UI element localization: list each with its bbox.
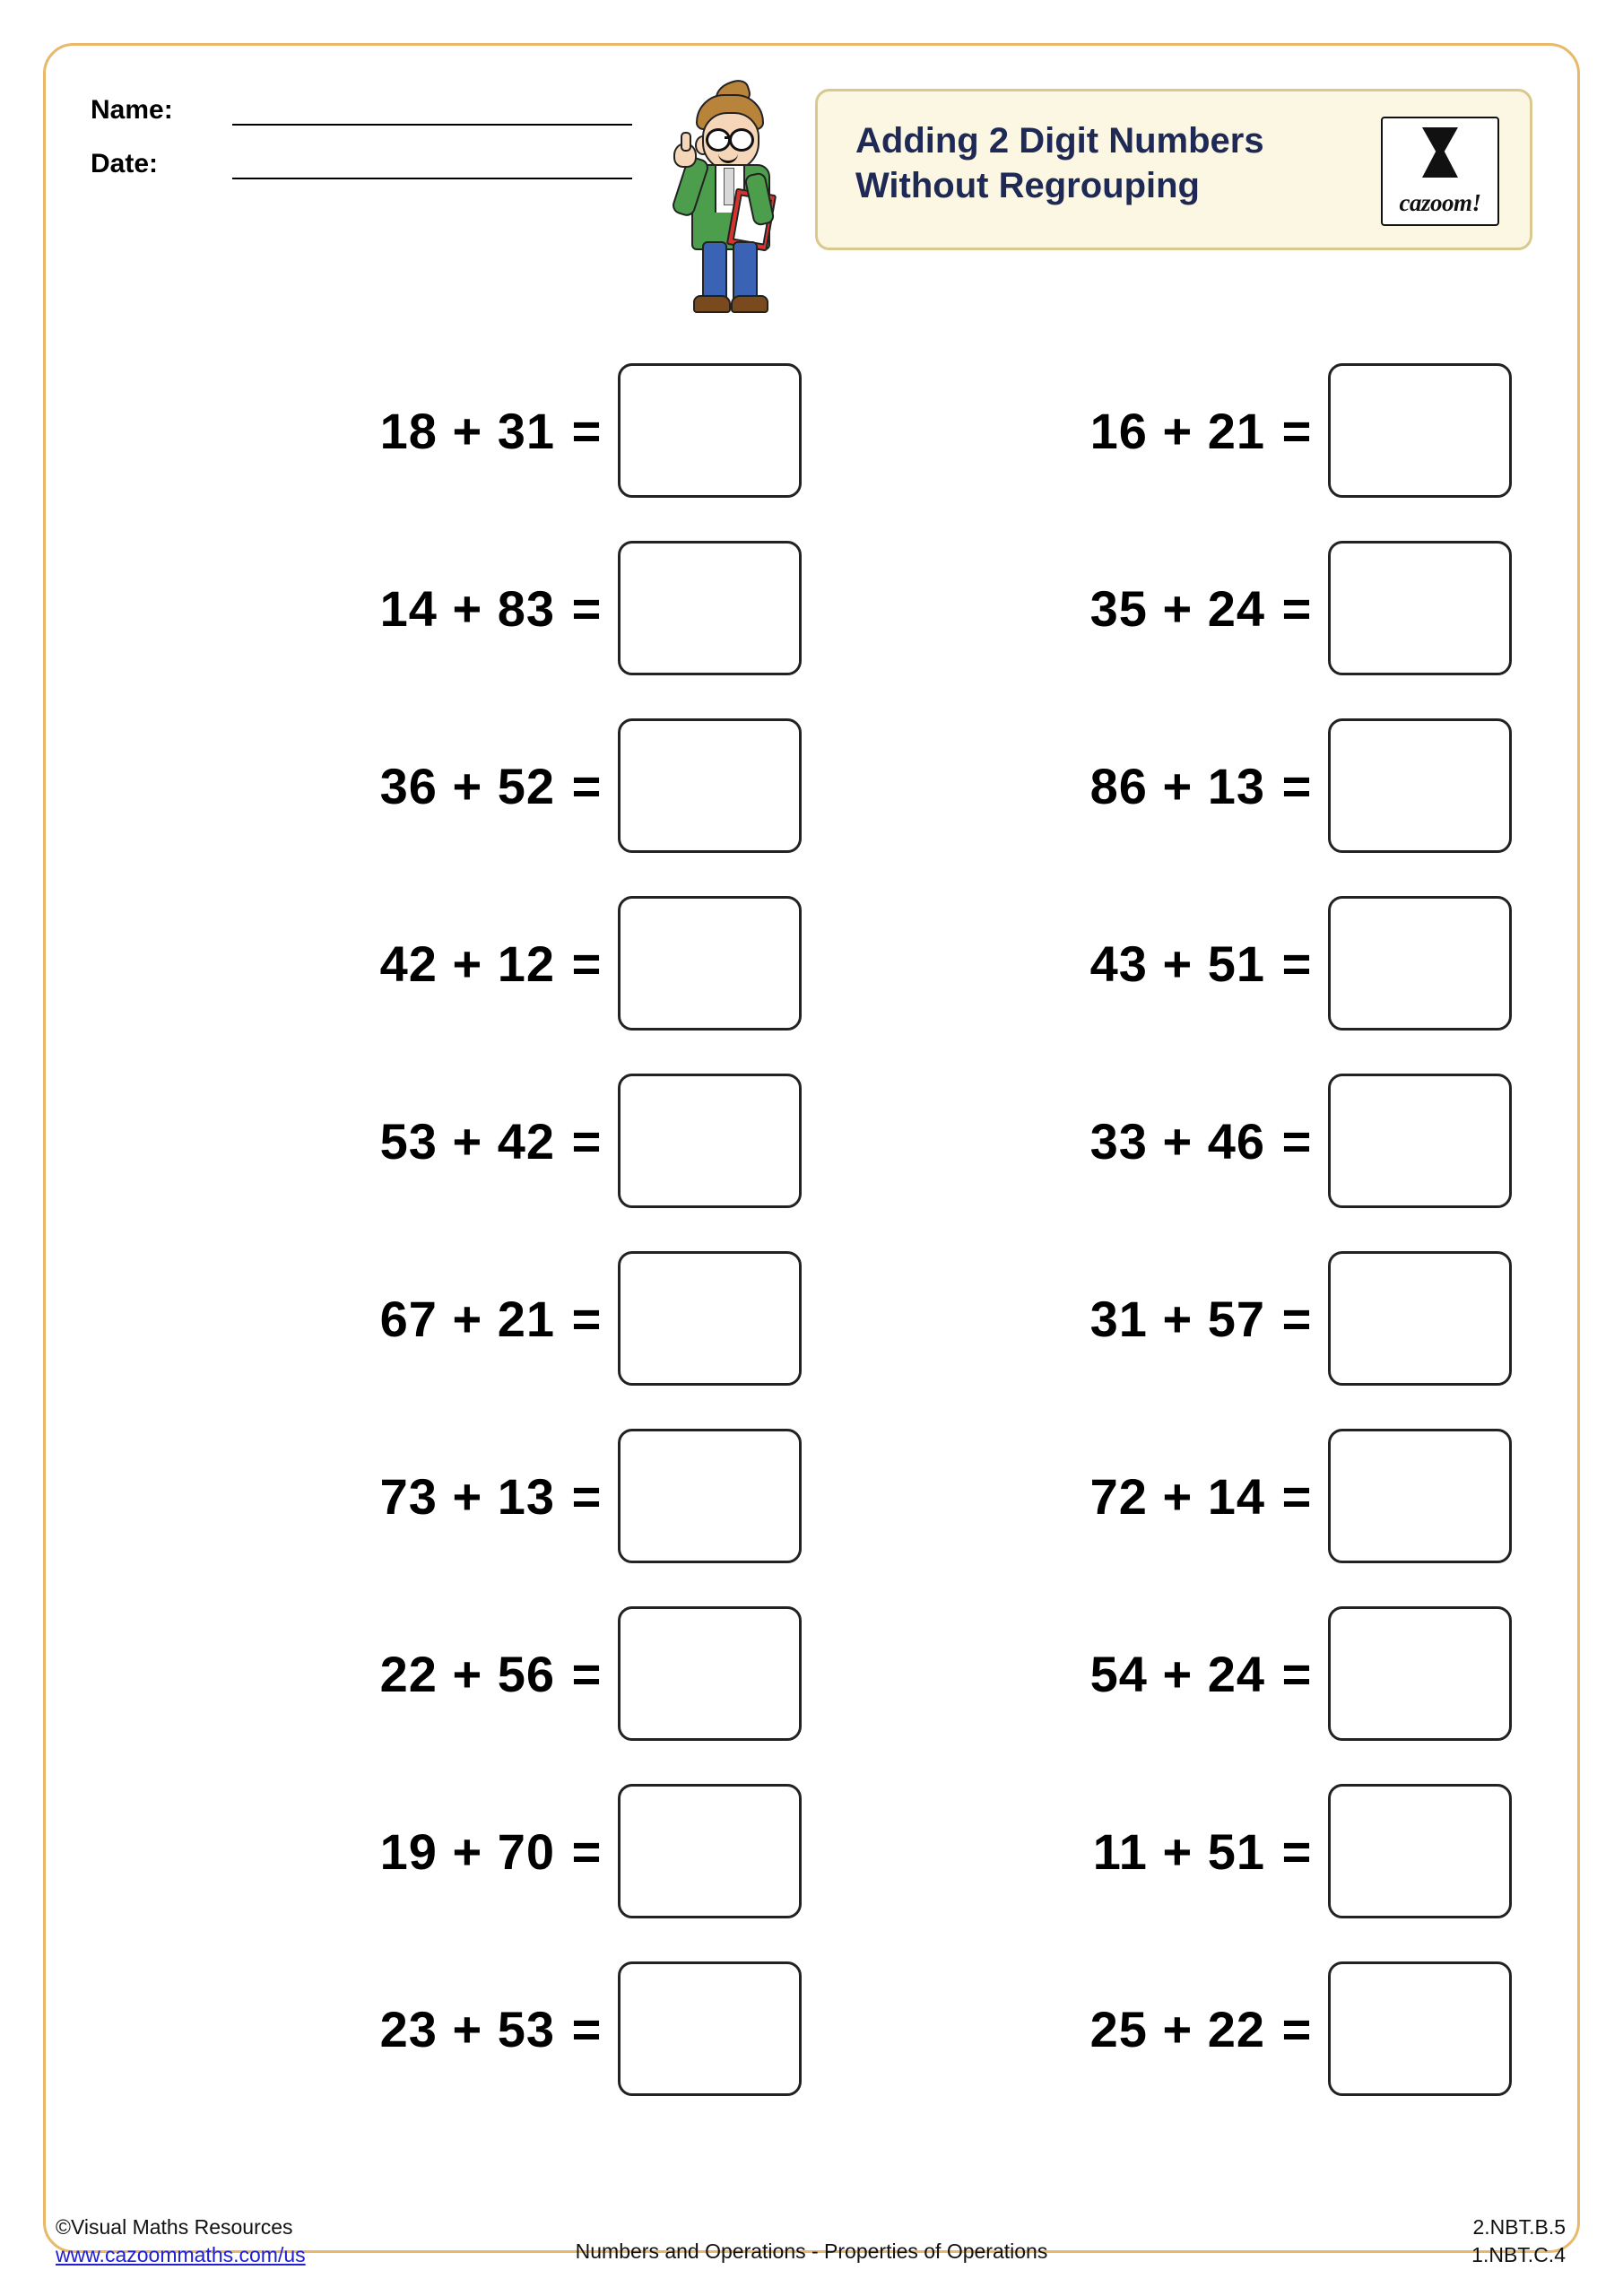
- problem-expression: 73 + 13: [379, 1467, 555, 1525]
- date-input-line[interactable]: [232, 154, 632, 179]
- problem-expression: 31 + 57: [1089, 1290, 1265, 1347]
- equals-sign: =: [571, 2000, 602, 2057]
- answer-box[interactable]: [618, 1429, 802, 1563]
- answer-box[interactable]: [1328, 1606, 1512, 1741]
- equals-sign: =: [1281, 1467, 1312, 1525]
- problem-expression: 86 + 13: [1089, 757, 1265, 814]
- teacher-illustration-icon: [664, 57, 790, 317]
- problem-row: [862, 1407, 1525, 1585]
- footer-topic: Numbers and Operations - Properties of Operations: [575, 2239, 1048, 2263]
- problems-column-left: [152, 342, 815, 2118]
- answer-box[interactable]: [1328, 363, 1512, 498]
- problems-grid: [46, 342, 1577, 2118]
- equals-sign: =: [571, 757, 602, 814]
- problem-expression: 11 + 51: [1092, 1822, 1265, 1880]
- problem-expression: 36 + 52: [379, 757, 555, 814]
- equals-sign: =: [571, 579, 602, 637]
- answer-box[interactable]: [618, 1784, 802, 1918]
- problem-row: [862, 1230, 1525, 1407]
- problem-expression: 23 + 53: [379, 2000, 555, 2057]
- answer-box[interactable]: [618, 1251, 802, 1386]
- equals-sign: =: [571, 1822, 602, 1880]
- answer-box[interactable]: [618, 718, 802, 853]
- cazoom-logo: [1381, 117, 1499, 226]
- problem-expression: 25 + 22: [1089, 2000, 1265, 2057]
- answer-box[interactable]: [1328, 1251, 1512, 1386]
- worksheet-page: [43, 43, 1580, 2253]
- problem-expression: 33 + 46: [1089, 1112, 1265, 1170]
- problem-expression: 16 + 21: [1089, 402, 1265, 459]
- problem-expression: 67 + 21: [379, 1290, 555, 1347]
- hourglass-icon: [1422, 127, 1458, 178]
- website-link[interactable]: www.cazoommaths.com/us: [56, 2242, 306, 2266]
- problem-row: [862, 874, 1525, 1052]
- answer-box[interactable]: [1328, 541, 1512, 675]
- date-field-row: [91, 149, 647, 179]
- name-input-line[interactable]: [232, 100, 632, 126]
- problem-expression: 22 + 56: [379, 1645, 555, 1702]
- problem-row: [862, 1940, 1525, 2118]
- equals-sign: =: [1281, 1645, 1312, 1702]
- problem-row: [862, 697, 1525, 874]
- standard-code-2: 1.NBT.C.4: [1471, 2242, 1566, 2266]
- problem-row: [862, 1052, 1525, 1230]
- problem-row: [152, 1230, 815, 1407]
- equals-sign: =: [1281, 1112, 1312, 1170]
- problem-row: [152, 874, 815, 1052]
- date-label: Date:: [91, 149, 159, 178]
- problems-column-right: [862, 342, 1525, 2118]
- problem-row: [152, 1940, 815, 2118]
- problem-row: [152, 697, 815, 874]
- problem-expression: 18 + 31: [379, 402, 555, 459]
- answer-box[interactable]: [1328, 1429, 1512, 1563]
- standard-code-1: 2.NBT.B.5: [1472, 2214, 1566, 2239]
- name-field-row: [91, 95, 647, 126]
- equals-sign: =: [1281, 402, 1312, 459]
- equals-sign: =: [1281, 1290, 1312, 1347]
- answer-box[interactable]: [618, 1961, 802, 2096]
- equals-sign: =: [571, 1112, 602, 1170]
- problem-row: [152, 1762, 815, 1940]
- answer-box[interactable]: [1328, 1961, 1512, 2096]
- equals-sign: =: [571, 402, 602, 459]
- answer-box[interactable]: [618, 541, 802, 675]
- page-title: [855, 118, 1384, 208]
- answer-box[interactable]: [618, 1074, 802, 1208]
- problem-expression: 43 + 51: [1089, 935, 1265, 992]
- answer-box[interactable]: [618, 896, 802, 1031]
- equals-sign: =: [1281, 1822, 1312, 1880]
- equals-sign: =: [571, 1290, 602, 1347]
- problem-expression: 35 + 24: [1089, 579, 1265, 637]
- problem-row: [862, 1762, 1525, 1940]
- problem-expression: 72 + 14: [1089, 1467, 1265, 1525]
- answer-box[interactable]: [1328, 1074, 1512, 1208]
- logo-label: cazoom!: [1399, 189, 1481, 216]
- answer-box[interactable]: [618, 363, 802, 498]
- problem-row: [152, 1585, 815, 1762]
- problem-row: [152, 1052, 815, 1230]
- answer-box[interactable]: [1328, 718, 1512, 853]
- page-title-line2: Without Regrouping: [855, 166, 1200, 205]
- equals-sign: =: [1281, 579, 1312, 637]
- problem-expression: 42 + 12: [379, 935, 555, 992]
- equals-sign: =: [571, 1467, 602, 1525]
- equals-sign: =: [1281, 2000, 1312, 2057]
- problem-expression: 14 + 83: [379, 579, 555, 637]
- problem-row: [862, 519, 1525, 697]
- problem-expression: 19 + 70: [379, 1822, 555, 1880]
- name-date-block: [91, 95, 647, 203]
- worksheet-header: [46, 46, 1577, 315]
- equals-sign: =: [1281, 757, 1312, 814]
- answer-box[interactable]: [618, 1606, 802, 1741]
- equals-sign: =: [571, 935, 602, 992]
- problem-row: [152, 342, 815, 519]
- footer-standards: [1471, 2213, 1566, 2269]
- problem-expression: 53 + 42: [379, 1112, 555, 1170]
- problem-row: [152, 519, 815, 697]
- name-label: Name:: [91, 95, 173, 125]
- answer-box[interactable]: [1328, 1784, 1512, 1918]
- title-box: [815, 89, 1532, 250]
- problem-row: [862, 1585, 1525, 1762]
- worksheet-footer: [43, 2161, 1580, 2296]
- problem-expression: 54 + 24: [1089, 1645, 1265, 1702]
- equals-sign: =: [1281, 935, 1312, 992]
- copyright-text: ©Visual Maths Resources: [56, 2214, 293, 2239]
- problem-row: [152, 1407, 815, 1585]
- equals-sign: =: [571, 1645, 602, 1702]
- problem-row: [862, 342, 1525, 519]
- answer-box[interactable]: [1328, 896, 1512, 1031]
- page-title-line1: Adding 2 Digit Numbers: [855, 121, 1264, 161]
